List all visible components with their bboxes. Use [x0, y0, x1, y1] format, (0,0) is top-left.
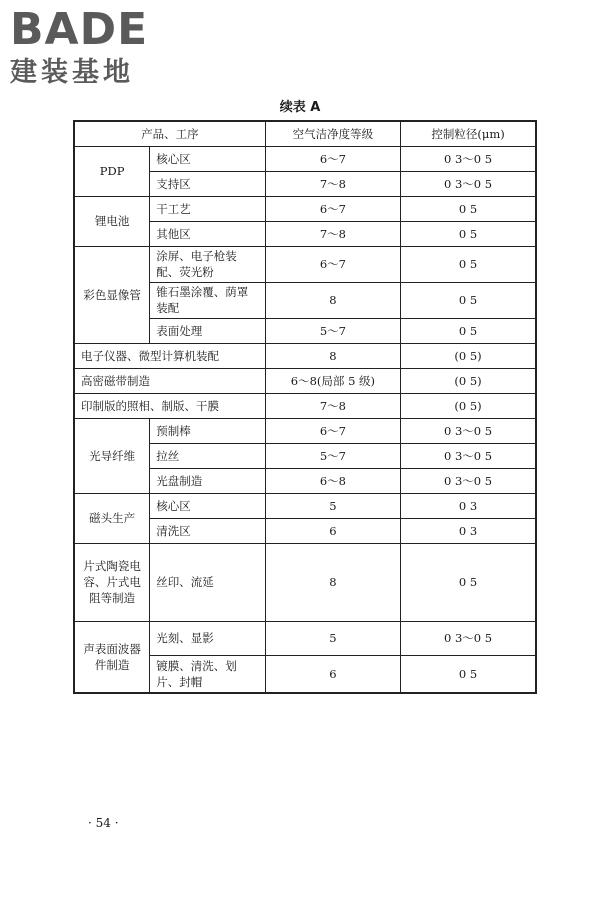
class-cell: 6～8 — [265, 468, 400, 493]
group-cell: 声表面波器件制造 — [74, 621, 150, 693]
process-cell: 锥石墨涂覆、荫罩装配 — [150, 282, 265, 318]
size-cell: 0 5 — [401, 318, 536, 343]
process-cell: 丝印、流延 — [150, 543, 265, 621]
process-cell: 支持区 — [150, 171, 265, 196]
logo-brand: BADE — [10, 4, 149, 55]
class-cell: 6～7 — [265, 418, 400, 443]
table-row — [74, 246, 536, 282]
class-cell: 6～8(局部 5 级) — [265, 368, 400, 393]
size-cell: 0 3～0 5 — [401, 443, 536, 468]
class-cell: 6～7 — [265, 146, 400, 171]
class-cell: 5～7 — [265, 318, 400, 343]
group-cell: 彩色显像管 — [74, 246, 150, 343]
class-cell: 5 — [265, 493, 400, 518]
class-cell: 6 — [265, 655, 400, 693]
header-particle: 控制粒径(μm) — [401, 121, 536, 146]
process-cell: 核心区 — [150, 493, 265, 518]
bade-logo — [10, 4, 180, 88]
size-cell: 0 3～0 5 — [401, 621, 536, 655]
table-row — [74, 393, 536, 418]
header-cleanliness: 空气洁净度等级 — [265, 121, 400, 146]
process-cell: 涂屏、电子枪装配、荧光粉 — [150, 246, 265, 282]
class-cell: 6～7 — [265, 246, 400, 282]
process-cell: 拉丝 — [150, 443, 265, 468]
table-row — [74, 543, 536, 621]
group-cell: 片式陶瓷电容、片式电阻等制造 — [74, 543, 150, 621]
table-row — [74, 418, 536, 443]
class-cell: 8 — [265, 343, 400, 368]
page-number: · 54 · — [88, 816, 119, 830]
class-cell: 7～8 — [265, 221, 400, 246]
table-row — [74, 343, 536, 368]
size-cell: 0 5 — [401, 196, 536, 221]
table-title: 续表 A — [279, 100, 321, 115]
size-cell: (0 5) — [401, 393, 536, 418]
process-cell: 光刻、显影 — [150, 621, 265, 655]
table-header-row — [74, 121, 536, 146]
table-row — [74, 621, 536, 655]
class-cell: 6 — [265, 518, 400, 543]
size-cell: (0 5) — [401, 343, 536, 368]
group-cell: PDP — [74, 146, 150, 196]
header-product: 产品、工序 — [74, 121, 265, 146]
size-cell: 0 3～0 5 — [401, 171, 536, 196]
class-cell: 7～8 — [265, 393, 400, 418]
process-cell: 核心区 — [150, 146, 265, 171]
class-cell: 5～7 — [265, 443, 400, 468]
class-cell: 8 — [265, 282, 400, 318]
size-cell: 0 5 — [401, 655, 536, 693]
size-cell: 0 3 — [401, 518, 536, 543]
process-cell: 干工艺 — [150, 196, 265, 221]
size-cell: 0 5 — [401, 246, 536, 282]
logo-subtitle: 建装基地 — [10, 57, 134, 88]
process-cell: 预制棒 — [150, 418, 265, 443]
group-cell: 高密磁带制造 — [74, 368, 265, 393]
table-row — [74, 146, 536, 171]
process-cell: 光盘制造 — [150, 468, 265, 493]
group-cell: 电子仪器、微型计算机装配 — [74, 343, 265, 368]
table-row — [74, 368, 536, 393]
size-cell: 0 3～0 5 — [401, 146, 536, 171]
class-cell: 6～7 — [265, 196, 400, 221]
size-cell: (0 5) — [401, 368, 536, 393]
group-cell: 印制版的照相、制版、干膜 — [74, 393, 265, 418]
table-row — [74, 493, 536, 518]
size-cell: 0 3～0 5 — [401, 468, 536, 493]
process-cell: 其他区 — [150, 221, 265, 246]
class-cell: 7～8 — [265, 171, 400, 196]
size-cell: 0 3～0 5 — [401, 418, 536, 443]
group-cell: 磁头生产 — [74, 493, 150, 543]
size-cell: 0 3 — [401, 493, 536, 518]
size-cell: 0 5 — [401, 221, 536, 246]
size-cell: 0 5 — [401, 543, 536, 621]
group-cell: 光导纤维 — [74, 418, 150, 493]
cleanroom-table — [73, 120, 537, 694]
process-cell: 表面处理 — [150, 318, 265, 343]
size-cell: 0 5 — [401, 282, 536, 318]
class-cell: 5 — [265, 621, 400, 655]
group-cell: 锂电池 — [74, 196, 150, 246]
process-cell: 镀膜、清洗、划片、封帽 — [150, 655, 265, 693]
class-cell: 8 — [265, 543, 400, 621]
table-row — [74, 196, 536, 221]
process-cell: 清洗区 — [150, 518, 265, 543]
